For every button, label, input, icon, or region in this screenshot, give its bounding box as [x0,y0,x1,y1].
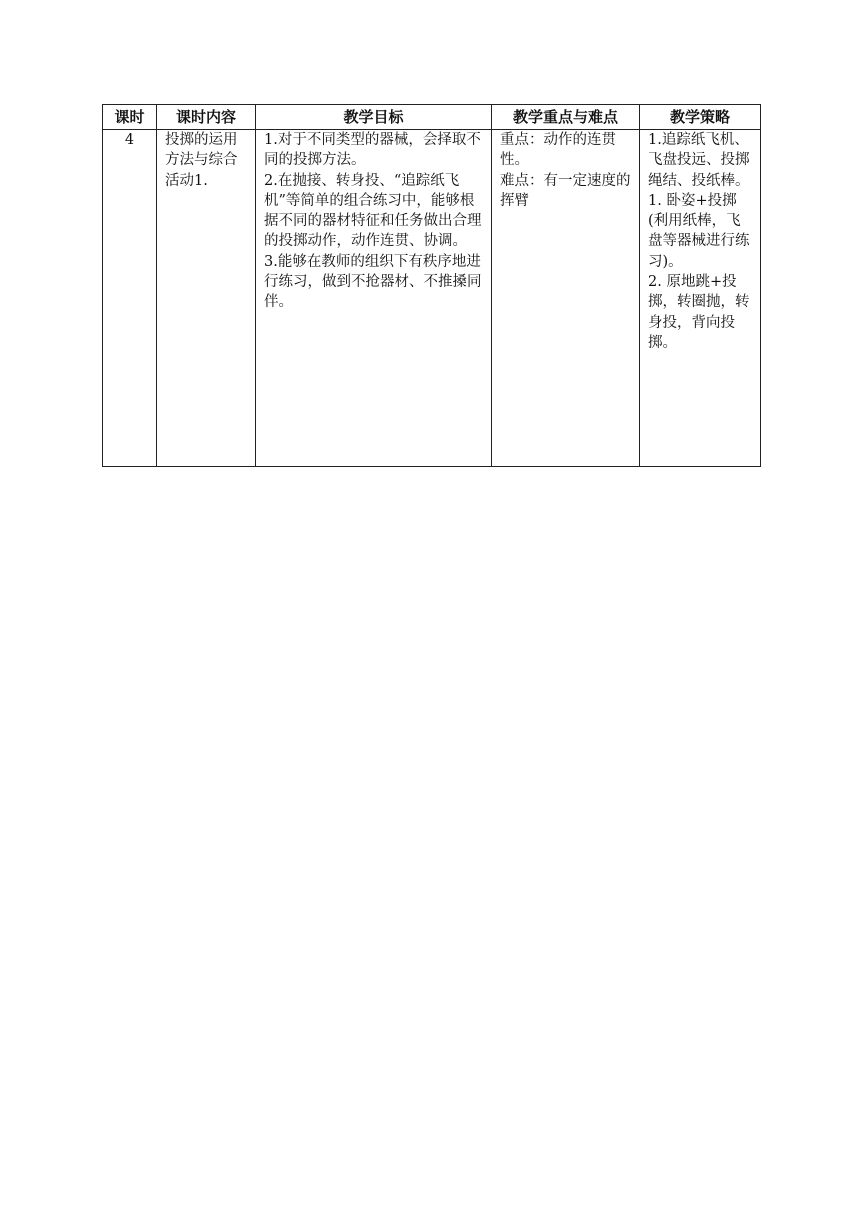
cell-period [103,130,157,467]
header-goals: 教学目标 [256,105,492,130]
header-period: 课时 [103,105,157,130]
cell-goals [256,130,492,467]
strategy-item: 1. 卧姿+投掷(利用纸棒，飞盘等器械进行练习)。 [648,192,750,270]
cell-content [157,130,256,467]
header-keypoints: 教学重点与难点 [492,105,640,130]
cell-keypoints [492,130,640,467]
header-content: 课时内容 [157,105,256,130]
goal-item: 2.在抛接、转身投、“追踪纸飞机”等简单的组合练习中，能够根据不同的器材特征和任务做出合理的投掷动作，动作连贯、协调。 [264,172,482,250]
strategy-item: 2. 原地跳+投掷，转圈抛，转身投，背向投掷。 [648,274,750,351]
keypoint-item: 重点：动作的连贯性。 [500,132,616,169]
header-strategy: 教学策略 [640,105,761,130]
period-number: 4 [124,132,135,148]
lesson-plan-table [102,104,761,467]
table-row [103,130,761,467]
goal-item: 3.能够在教师的组织下有秩序地进行练习，做到不抢器材、不推搡同伴。 [264,253,482,311]
goal-item: 1.对于不同类型的器械，会择取不同的投掷方法。 [264,132,481,169]
keypoint-item: 难点：有一定速度的挥臂 [500,172,631,209]
table-header-row [103,105,761,130]
strategy-item: 1.追踪纸飞机、飞盘投远、投掷绳结、投纸棒。 [648,132,750,189]
cell-strategy [640,130,761,467]
lesson-content-text: 投掷的运用方法与综合活动1. [165,132,238,189]
